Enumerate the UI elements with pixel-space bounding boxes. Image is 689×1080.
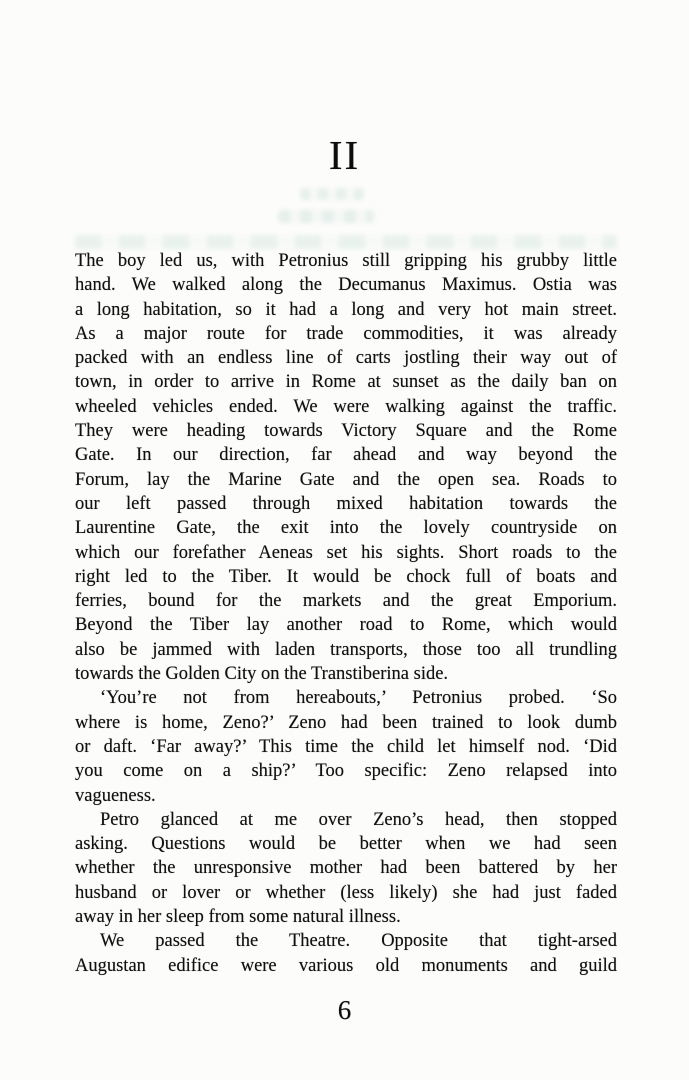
text-line: Beyond the Tiber lay another road to Rome, which would xyxy=(75,615,617,636)
text-line: ‘You’re not from hereabouts,’ Petronius probed. ‘So xyxy=(100,688,617,709)
text-line: our left passed through mixed habitation towards the xyxy=(75,493,617,514)
text-line: vagueness. xyxy=(75,785,156,806)
text-line: Gate. In our direction, far ahead and way beyond the xyxy=(75,445,617,466)
text-line: also be jammed with laden transports, those too all trundling xyxy=(75,639,617,660)
text-line: The boy led us, with Petronius still gripping his grubby little xyxy=(75,251,617,271)
text-line: town, in order to arrive in Rome at sunset as the daily ban on xyxy=(75,372,617,393)
text-line: which our forefather Aeneas set his sights. Short roads to the xyxy=(75,542,617,563)
text-line: whether the unresponsive mother had been battered by her xyxy=(75,858,617,879)
text-line: a long habitation, so it had a long and very hot main street. xyxy=(75,299,617,320)
show-through-artifact xyxy=(75,235,617,249)
page-number: 6 xyxy=(337,995,352,1025)
show-through-artifact xyxy=(300,188,364,200)
text-line: or daft. ‘Far away?’ This time the child let himself nod. ‘Did xyxy=(75,736,617,757)
text-line: where is home, Zeno?’ Zeno had been trained to look dumb xyxy=(75,712,617,733)
body-text-block xyxy=(75,249,617,978)
text-line: Laurentine Gate, the exit into the lovely countryside on xyxy=(75,518,617,539)
text-line: They were heading towards Victory Square and the Rome xyxy=(75,421,617,442)
text-line: ferries, bound for the markets and the great Emporium. xyxy=(75,591,617,612)
show-through-artifact xyxy=(278,210,374,223)
text-line: As a major route for trade commodities, it was already xyxy=(75,323,617,344)
text-line: packed with an endless line of carts jostling their way out of xyxy=(75,348,617,369)
text-line: Petro glanced at me over Zeno’s head, then stopped xyxy=(100,809,617,830)
text-line: Forum, lay the Marine Gate and the open sea. Roads to xyxy=(75,469,617,490)
text-line: Augustan edifice were various old monuments and guild xyxy=(75,955,617,976)
text-line: right led to the Tiber. It would be chock full of boats and xyxy=(75,566,617,587)
text-line: wheeled vehicles ended. We were walking against the traffic. xyxy=(75,396,617,417)
text-line: hand. We walked along the Decumanus Maximus. Ostia was xyxy=(75,275,617,296)
text-line: We passed the Theatre. Opposite that tight-arsed xyxy=(100,931,617,952)
chapter-heading: II xyxy=(328,132,361,178)
text-line: away in her sleep from some natural illness. xyxy=(75,907,401,928)
text-line: towards the Golden City on the Transtiberina side. xyxy=(75,664,449,685)
text-line: you come on a ship?’ Too specific: Zeno relapsed into xyxy=(75,761,617,782)
text-line: asking. Questions would be better when we had seen xyxy=(75,834,617,855)
text-line: husband or lover or whether (less likely) she had just faded xyxy=(75,882,617,903)
